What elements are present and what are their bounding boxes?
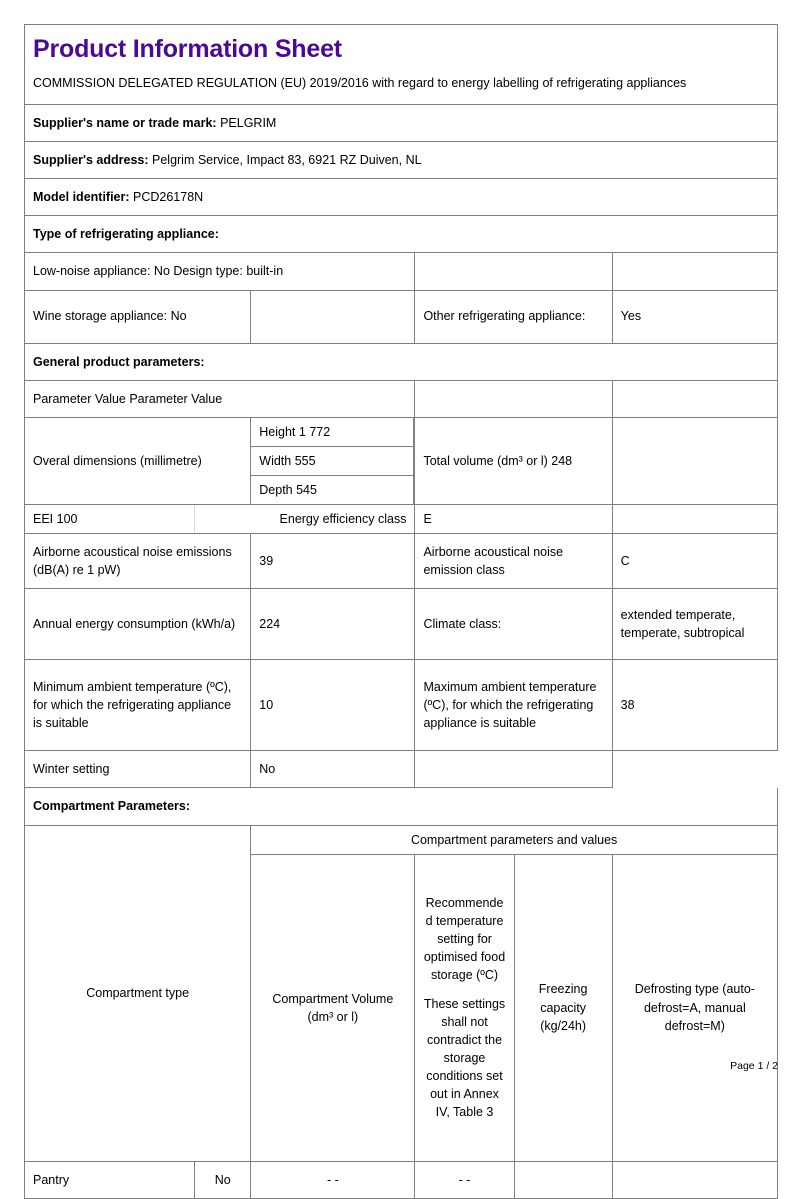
dimension-row-width <box>251 446 414 475</box>
wine-storage-spacer <box>251 290 415 343</box>
annual-energy-row <box>25 589 778 660</box>
energy-efficiency-class-value: E <box>415 505 612 534</box>
parameter-value-spacer-1 <box>415 380 612 417</box>
annual-energy-value: 224 <box>251 589 415 660</box>
compartment-parameters-heading-row <box>25 788 778 825</box>
compartment-type-column-header: Compartment type <box>25 825 251 1161</box>
dimension-depth <box>251 476 414 505</box>
compartment-row-defrosting-type <box>612 1161 777 1198</box>
noise-value: 39 <box>251 534 415 589</box>
other-appliance-value: Yes <box>612 290 777 343</box>
eei-value: EEI 100 <box>25 505 195 534</box>
dimensions-row <box>25 417 778 504</box>
parameter-value-header: Parameter Value Parameter Value <box>25 380 415 417</box>
noise-label: Airborne acoustical noise emissions (dB(A) re 1 pW) <box>25 534 251 589</box>
dimension-row-depth <box>251 476 414 505</box>
wine-storage-row <box>25 290 778 343</box>
supplier-name-label: Supplier's name or trade mark: <box>33 115 217 130</box>
compartment-parameters-heading: Compartment Parameters: <box>25 788 778 825</box>
low-noise-spacer-1 <box>415 253 612 290</box>
freezing-capacity-column-header: Freezing capacity (kg/24h) <box>514 854 612 1161</box>
max-ambient-temp-value: 38 <box>612 660 777 751</box>
compartment-row-volume: - - <box>251 1161 415 1198</box>
winter-setting-label: Winter setting <box>25 751 251 788</box>
appliance-type-heading: Type of refrigerating appliance: <box>25 216 778 253</box>
compartment-group-header: Compartment parameters and values <box>251 825 778 854</box>
supplier-name-row <box>25 104 778 141</box>
dimensions-table <box>251 418 414 504</box>
page-footer: Page 1 / 2 <box>730 1060 778 1072</box>
defrosting-type-column-header: Defrosting type (auto-defrost=A, manual defrost=M) <box>612 854 777 1161</box>
compartment-row-present: No <box>195 1161 251 1198</box>
model-identifier-value: PCD26178N <box>133 190 204 205</box>
compartment-row-freezing-capacity <box>514 1161 612 1198</box>
noise-row <box>25 534 778 589</box>
compartment-temperature-note: These settings shall not contradict the storage conditions set out in Annex IV, Table 3 <box>423 996 506 1120</box>
low-noise-row <box>25 253 778 290</box>
low-noise-spacer-2 <box>612 253 777 290</box>
winter-setting-value: No <box>251 751 415 788</box>
eei-row <box>25 505 778 534</box>
energy-efficiency-class-label: Energy efficiency class <box>195 505 415 534</box>
supplier-name-value: PELGRIM <box>220 115 277 130</box>
eei-spacer <box>612 505 777 534</box>
regulation-subtitle: COMMISSION DELEGATED REGULATION (EU) 2019/2016 with regard to energy labelling of refrigerating appliances <box>33 75 687 90</box>
model-identifier-label: Model identifier: <box>33 190 130 205</box>
title-cell <box>25 25 778 105</box>
dimensions-label: Overal dimensions (millimetre) <box>25 417 251 504</box>
climate-class-value: extended temperate, temperate, subtropical <box>612 589 777 660</box>
compartment-row-temperature: - - <box>415 1161 514 1198</box>
dimension-height-value: 1 772 <box>298 424 331 439</box>
dimension-height-name: Height <box>259 424 296 439</box>
supplier-name-cell <box>25 104 778 141</box>
supplier-address-cell <box>25 142 778 179</box>
supplier-address-label: Supplier's address: <box>33 153 149 167</box>
ambient-temperature-row <box>25 660 778 751</box>
dimension-depth-name: Depth <box>259 483 293 497</box>
other-appliance-label: Other refrigerating appliance: <box>415 290 612 343</box>
wine-storage-label: Wine storage appliance: No <box>25 290 251 343</box>
dimension-width-name: Width <box>259 453 292 468</box>
min-ambient-temp-value: 10 <box>251 660 415 751</box>
appliance-type-heading-row <box>25 216 778 253</box>
dimension-depth-value: 545 <box>296 483 317 497</box>
dimensions-spacer <box>612 417 777 504</box>
annual-energy-label: Annual energy consumption (kWh/a) <box>25 589 251 660</box>
winter-setting-spacer-2 <box>612 751 777 788</box>
title-row <box>25 25 778 105</box>
dimension-row-height <box>251 418 414 447</box>
noise-class-value: C <box>612 534 777 589</box>
parameter-value-header-row <box>25 380 778 417</box>
model-identifier-row <box>25 179 778 216</box>
dimensions-list-cell <box>251 417 415 504</box>
supplier-address-row <box>25 142 778 179</box>
winter-setting-spacer-1 <box>415 751 612 788</box>
compartment-row-type: Pantry <box>25 1161 195 1198</box>
page-title: Product Information Sheet <box>33 35 342 63</box>
winter-setting-row <box>25 751 778 788</box>
dimension-height <box>251 418 414 447</box>
noise-class-label: Airborne acoustical noise emission class <box>415 534 612 589</box>
compartment-temperature-column-header <box>415 854 514 1161</box>
compartment-group-header-row <box>25 825 778 854</box>
general-parameters-heading: General product parameters: <box>25 343 778 380</box>
compartment-volume-column-header: Compartment Volume (dm³ or l) <box>251 854 415 1161</box>
min-ambient-temp-label: Minimum ambient temperature (ºC), for which the refrigerating appliance is suitable <box>25 660 251 751</box>
model-identifier-cell <box>25 179 778 216</box>
supplier-address-value: Pelgrim Service, Impact 83, 6921 RZ Duiven, NL <box>152 153 422 167</box>
dimension-width <box>251 446 414 475</box>
table-row <box>25 1161 778 1198</box>
dimension-width-value: 555 <box>294 453 316 468</box>
total-volume-cell: Total volume (dm³ or l) 248 <box>415 417 612 504</box>
climate-class-label: Climate class: <box>415 589 612 660</box>
product-information-table <box>24 24 778 1199</box>
compartment-temperature-main: Recommended temperature setting for optimised food storage (ºC) <box>423 895 506 983</box>
low-noise-cell: Low-noise appliance: No Design type: built-in <box>25 253 415 290</box>
general-parameters-heading-row <box>25 343 778 380</box>
max-ambient-temp-label: Maximum ambient temperature (ºC), for which the refrigerating appliance is suitable <box>415 660 612 751</box>
parameter-value-spacer-2 <box>612 380 777 417</box>
